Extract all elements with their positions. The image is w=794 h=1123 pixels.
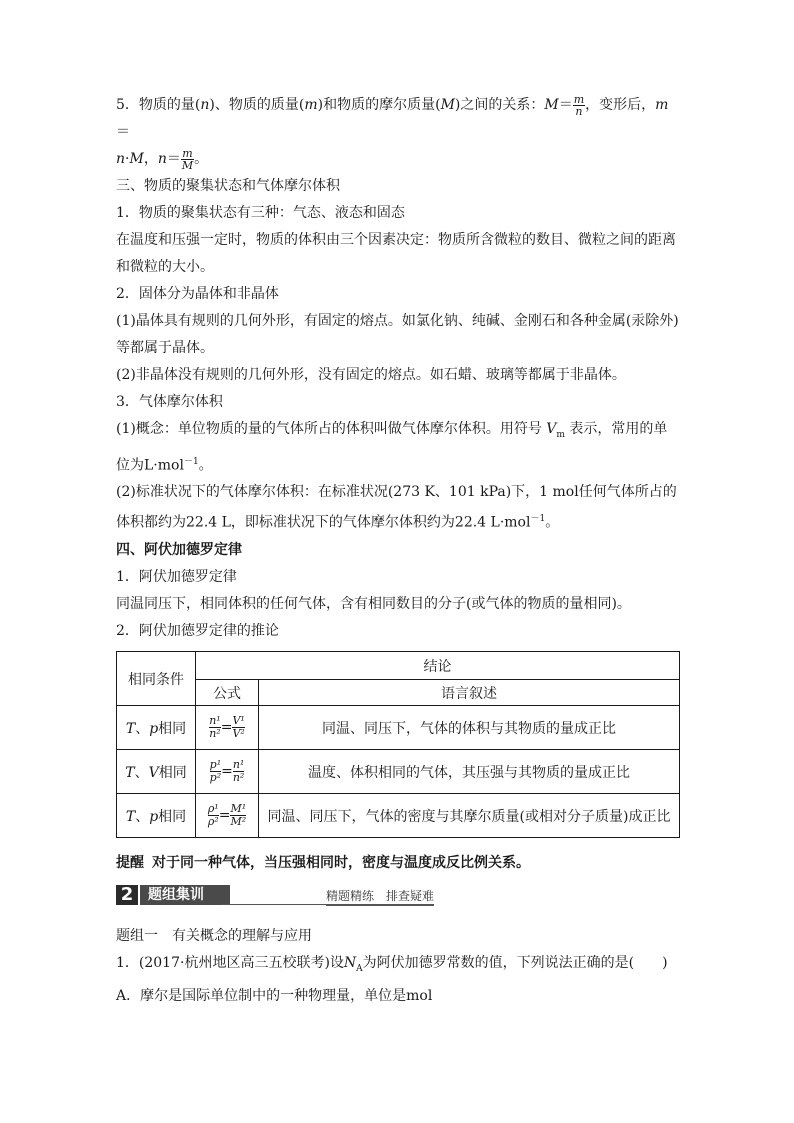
symbol-n: n xyxy=(116,151,126,167)
paragraph: 同温同压下，相同体积的任何气体，含有相同数目的分子(或气体的物质的量相同)。 xyxy=(116,596,631,613)
equals-sign: ＝ xyxy=(558,97,573,113)
numerator: p¹ xyxy=(209,758,222,772)
symbol-V: V xyxy=(546,421,557,437)
cell-condition xyxy=(117,750,196,794)
paragraph: 2．阿伏加德罗定律的推论 xyxy=(116,623,279,640)
paragraph: 2．固体分为晶体和非晶体 xyxy=(116,286,279,302)
text: 相同 xyxy=(158,720,187,737)
fraction-m-over-n xyxy=(573,94,585,117)
fraction xyxy=(209,715,221,740)
separator: 、 xyxy=(135,808,150,825)
symbol: T xyxy=(125,808,136,825)
numerator: n¹ xyxy=(209,714,221,728)
point-5-line1 xyxy=(116,92,680,146)
text: )和物质的摩尔质量( xyxy=(317,97,441,113)
symbol: T xyxy=(125,764,135,781)
text: 5．物质的量( xyxy=(116,97,201,113)
superscript: －1 xyxy=(183,456,199,467)
equals-sign: = xyxy=(218,807,231,824)
symbol-n: n xyxy=(200,97,210,113)
denominator: M² xyxy=(230,815,247,829)
cell-statement: 温度、体积相同的气体，其压强与其物质的量成正比 xyxy=(259,750,680,794)
table-row xyxy=(117,706,680,750)
text: 相同 xyxy=(158,764,187,781)
cell-condition xyxy=(117,794,196,838)
symbol-M: M xyxy=(129,151,144,167)
tip-text: 对于同一种气体，当压强相同时，密度与温度成反比例关系。 xyxy=(152,855,530,872)
cell-condition xyxy=(117,706,196,750)
fraction-numerator: m xyxy=(182,146,193,160)
paragraph: (1)晶体具有规则的几何外形，有固定的熔点。如氯化钠、纯碱、金刚石和各种金属(汞除外)等都属于晶体。 xyxy=(116,313,679,356)
symbol-n: n xyxy=(157,151,167,167)
denominator: V² xyxy=(232,727,245,741)
numerator: n¹ xyxy=(232,758,245,772)
point-5-line2 xyxy=(116,146,680,173)
symbol-N: N xyxy=(343,955,357,972)
subscript: m xyxy=(556,429,565,440)
text: 。 xyxy=(545,515,560,532)
paragraph: 1．阿伏加德罗定律 xyxy=(116,569,237,586)
question-1 xyxy=(116,950,680,983)
text: 1．(2017·杭州地区高三五校联考)设 xyxy=(116,955,344,972)
text: )之间的关系： xyxy=(454,97,545,113)
cell-formula xyxy=(196,750,259,794)
fraction-numerator: m xyxy=(573,92,585,106)
cell-statement: 同温、同压下，气体的密度与其摩尔质量(或相对分子质量)成正比 xyxy=(259,794,680,838)
text: ，变形后， xyxy=(585,97,656,113)
symbol-m: m xyxy=(304,97,318,113)
header-formula: 公式 xyxy=(196,680,259,706)
paragraph: 1．物质的聚集状态有三种：气态、液态和固态 xyxy=(116,205,405,221)
paragraph-molar-volume-concept xyxy=(116,416,680,479)
cell-statement: 同温、同压下，气体的体积与其物质的量成正比 xyxy=(259,706,680,750)
denominator: ρ² xyxy=(207,815,219,829)
tip-box xyxy=(116,850,680,877)
text: 表示，常用的单位为L·mol xyxy=(116,421,668,474)
numerator: V¹ xyxy=(232,714,245,728)
text: )、物质的质量( xyxy=(209,97,305,113)
fraction xyxy=(230,803,246,828)
document-page xyxy=(116,92,680,1010)
denominator: n² xyxy=(232,771,245,785)
table-row xyxy=(117,794,680,838)
fraction xyxy=(232,715,244,740)
fraction xyxy=(210,759,221,784)
numerator: ρ¹ xyxy=(207,802,219,816)
banner-title: 题组集训 xyxy=(140,885,230,905)
paragraph: 3．气体摩尔体积 xyxy=(116,394,223,410)
separator: 、 xyxy=(134,764,149,781)
cell-formula xyxy=(196,794,259,838)
symbol: p xyxy=(149,720,159,737)
text: 。 xyxy=(198,457,213,474)
dot: · xyxy=(125,151,130,167)
equals-sign: ＝ xyxy=(116,124,130,140)
paragraph: (2)非晶体没有规则的几何外形，没有固定的熔点。如石蜡、玻璃等都属于非晶体。 xyxy=(116,367,626,383)
header-statement: 语言叙述 xyxy=(259,680,680,706)
text: (1)概念：单位物质的量的气体所占的体积叫做气体摩尔体积。用符号 xyxy=(116,421,542,437)
superscript: －1 xyxy=(530,514,546,525)
equals-sign: = xyxy=(221,763,233,780)
exercise-group-heading: 题组一 有关概念的理解与应用 xyxy=(116,928,312,945)
fraction-denominator: M xyxy=(181,158,194,172)
header-condition: 相同条件 xyxy=(117,652,196,706)
fraction xyxy=(208,803,219,828)
symbol: V xyxy=(148,764,159,781)
period: 。 xyxy=(194,151,209,167)
avogadro-corollary-table xyxy=(116,651,680,838)
equals-sign: ＝ xyxy=(166,151,181,167)
section-banner xyxy=(116,885,680,905)
subscript: A xyxy=(356,963,363,974)
denominator: p² xyxy=(209,771,222,785)
text: (2)标准状况下的气体摩尔体积：在标准状况(273 K、101 kPa)下，1 mol任何气体所占的体积都约为22.4 L，即标准状况下的气体摩尔体积约为22.4 L·mol xyxy=(116,484,677,532)
section-3-heading: 三、物质的聚集状态和气体摩尔体积 xyxy=(116,178,340,194)
numerator: M¹ xyxy=(230,802,247,816)
header-conclusion: 结论 xyxy=(196,652,680,680)
paragraph-standard-conditions xyxy=(116,479,680,537)
equals-sign: = xyxy=(220,719,233,736)
fraction xyxy=(233,759,245,784)
separator: 、 xyxy=(135,720,150,737)
option-a: A．摩尔是国际单位制中的一种物理量，单位是mol xyxy=(116,987,433,1004)
banner-subtitle: 精题精练 排查疑难 xyxy=(326,887,434,906)
text: 为阿伏加德罗常数的值，下列说法正确的是( ) xyxy=(362,955,668,972)
table-row xyxy=(117,750,680,794)
fraction-denominator: n xyxy=(575,104,583,118)
paragraph: 在温度和压强一定时，物质的体积由三个因素决定：物质所含微粒的数目、微粒之间的距离和微粒的大小。 xyxy=(116,232,676,275)
banner-number-badge: 2 xyxy=(116,885,138,905)
table-header-row xyxy=(117,652,680,680)
symbol-M: M xyxy=(440,97,455,113)
fraction-m-over-M xyxy=(181,148,194,171)
tip-label: 提醒 xyxy=(116,855,144,872)
symbol: p xyxy=(149,808,159,825)
denominator: n² xyxy=(209,727,221,741)
symbol-M: M xyxy=(544,97,559,113)
comma: ， xyxy=(143,151,158,167)
table-subheader-row xyxy=(117,680,680,706)
text: 相同 xyxy=(158,808,187,825)
section-4-heading: 四、阿伏加德罗定律 xyxy=(116,542,242,559)
cell-formula xyxy=(196,706,259,750)
symbol-m: m xyxy=(655,97,669,113)
symbol: T xyxy=(125,720,136,737)
